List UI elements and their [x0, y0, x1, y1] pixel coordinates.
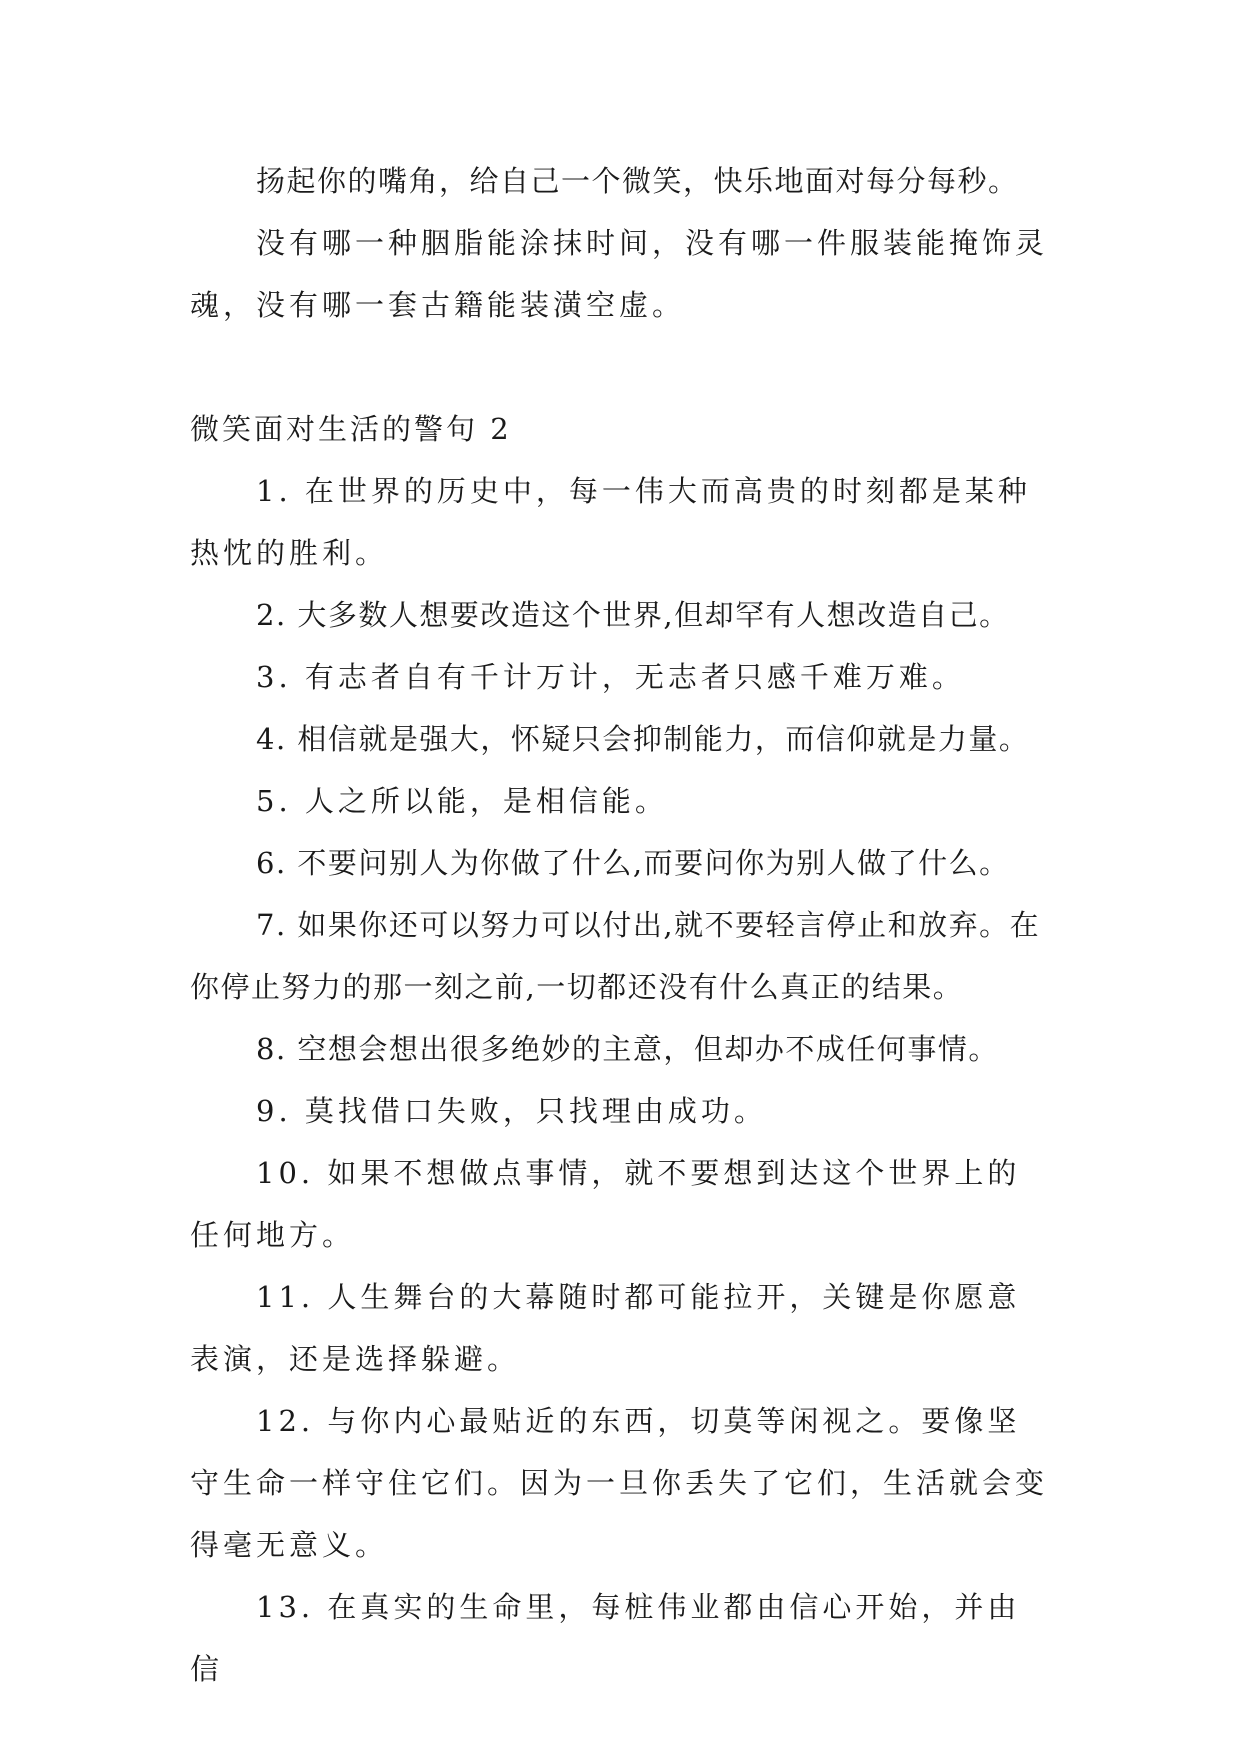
list-item-4: 4. 相信就是强大，怀疑只会抑制能力，而信仰就是力量。 [256, 722, 1030, 756]
list-item-3: 3. 有志者自有千计万计，无志者只感千难万难。 [256, 660, 965, 694]
document-body [190, 150, 1050, 1700]
list-item-8: 8. 空想会想出很多绝妙的主意，但却办不成任何事情。 [256, 1032, 999, 1066]
list-item-11: 11. 人生舞台的大幕随时都可能拉开，关键是你愿意表演，还是选择躲避。 [190, 1280, 1021, 1376]
list-item-13: 13. 在真实的生命里，每桩伟业都由信心开始，并由信 [190, 1590, 1021, 1686]
list-item-6: 6. 不要问别人为你做了什么,而要问你为别人做了什么。 [256, 846, 1010, 880]
section-heading: 微笑面对生活的警句 2 [190, 412, 512, 446]
intro-paragraph-1: 扬起你的嘴角，给自己一个微笑，快乐地面对每分每秒。 [256, 164, 1019, 198]
list-item-9: 9. 莫找借口失败，只找理由成功。 [256, 1094, 767, 1128]
list-item-5: 5. 人之所以能，是相信能。 [256, 784, 668, 818]
list-item-10: 10. 如果不想做点事情，就不要想到达这个世界上的任何地方。 [190, 1156, 1021, 1252]
list-item-12: 12. 与你内心最贴近的东西，切莫等闲视之。要像坚守生命一样守住它们。因为一旦你丢失了它们，生活就会变得毫无意义。 [190, 1404, 1049, 1562]
list-item-7: 7. 如果你还可以努力可以付出,就不要轻言停止和放弃。在你停止努力的那一刻之前,一切都还没有什么真正的结果。 [190, 908, 1041, 1004]
intro-paragraph-2: 没有哪一种胭脂能涂抹时间，没有哪一件服装能掩饰灵魂，没有哪一套古籍能装潢空虚。 [190, 226, 1049, 322]
list-item-2: 2. 大多数人想要改造这个世界,但却罕有人想改造自己。 [256, 598, 1010, 632]
list-item-1: 1. 在世界的历史中，每一伟大而高贵的时刻都是某种热忱的胜利。 [190, 474, 1031, 570]
